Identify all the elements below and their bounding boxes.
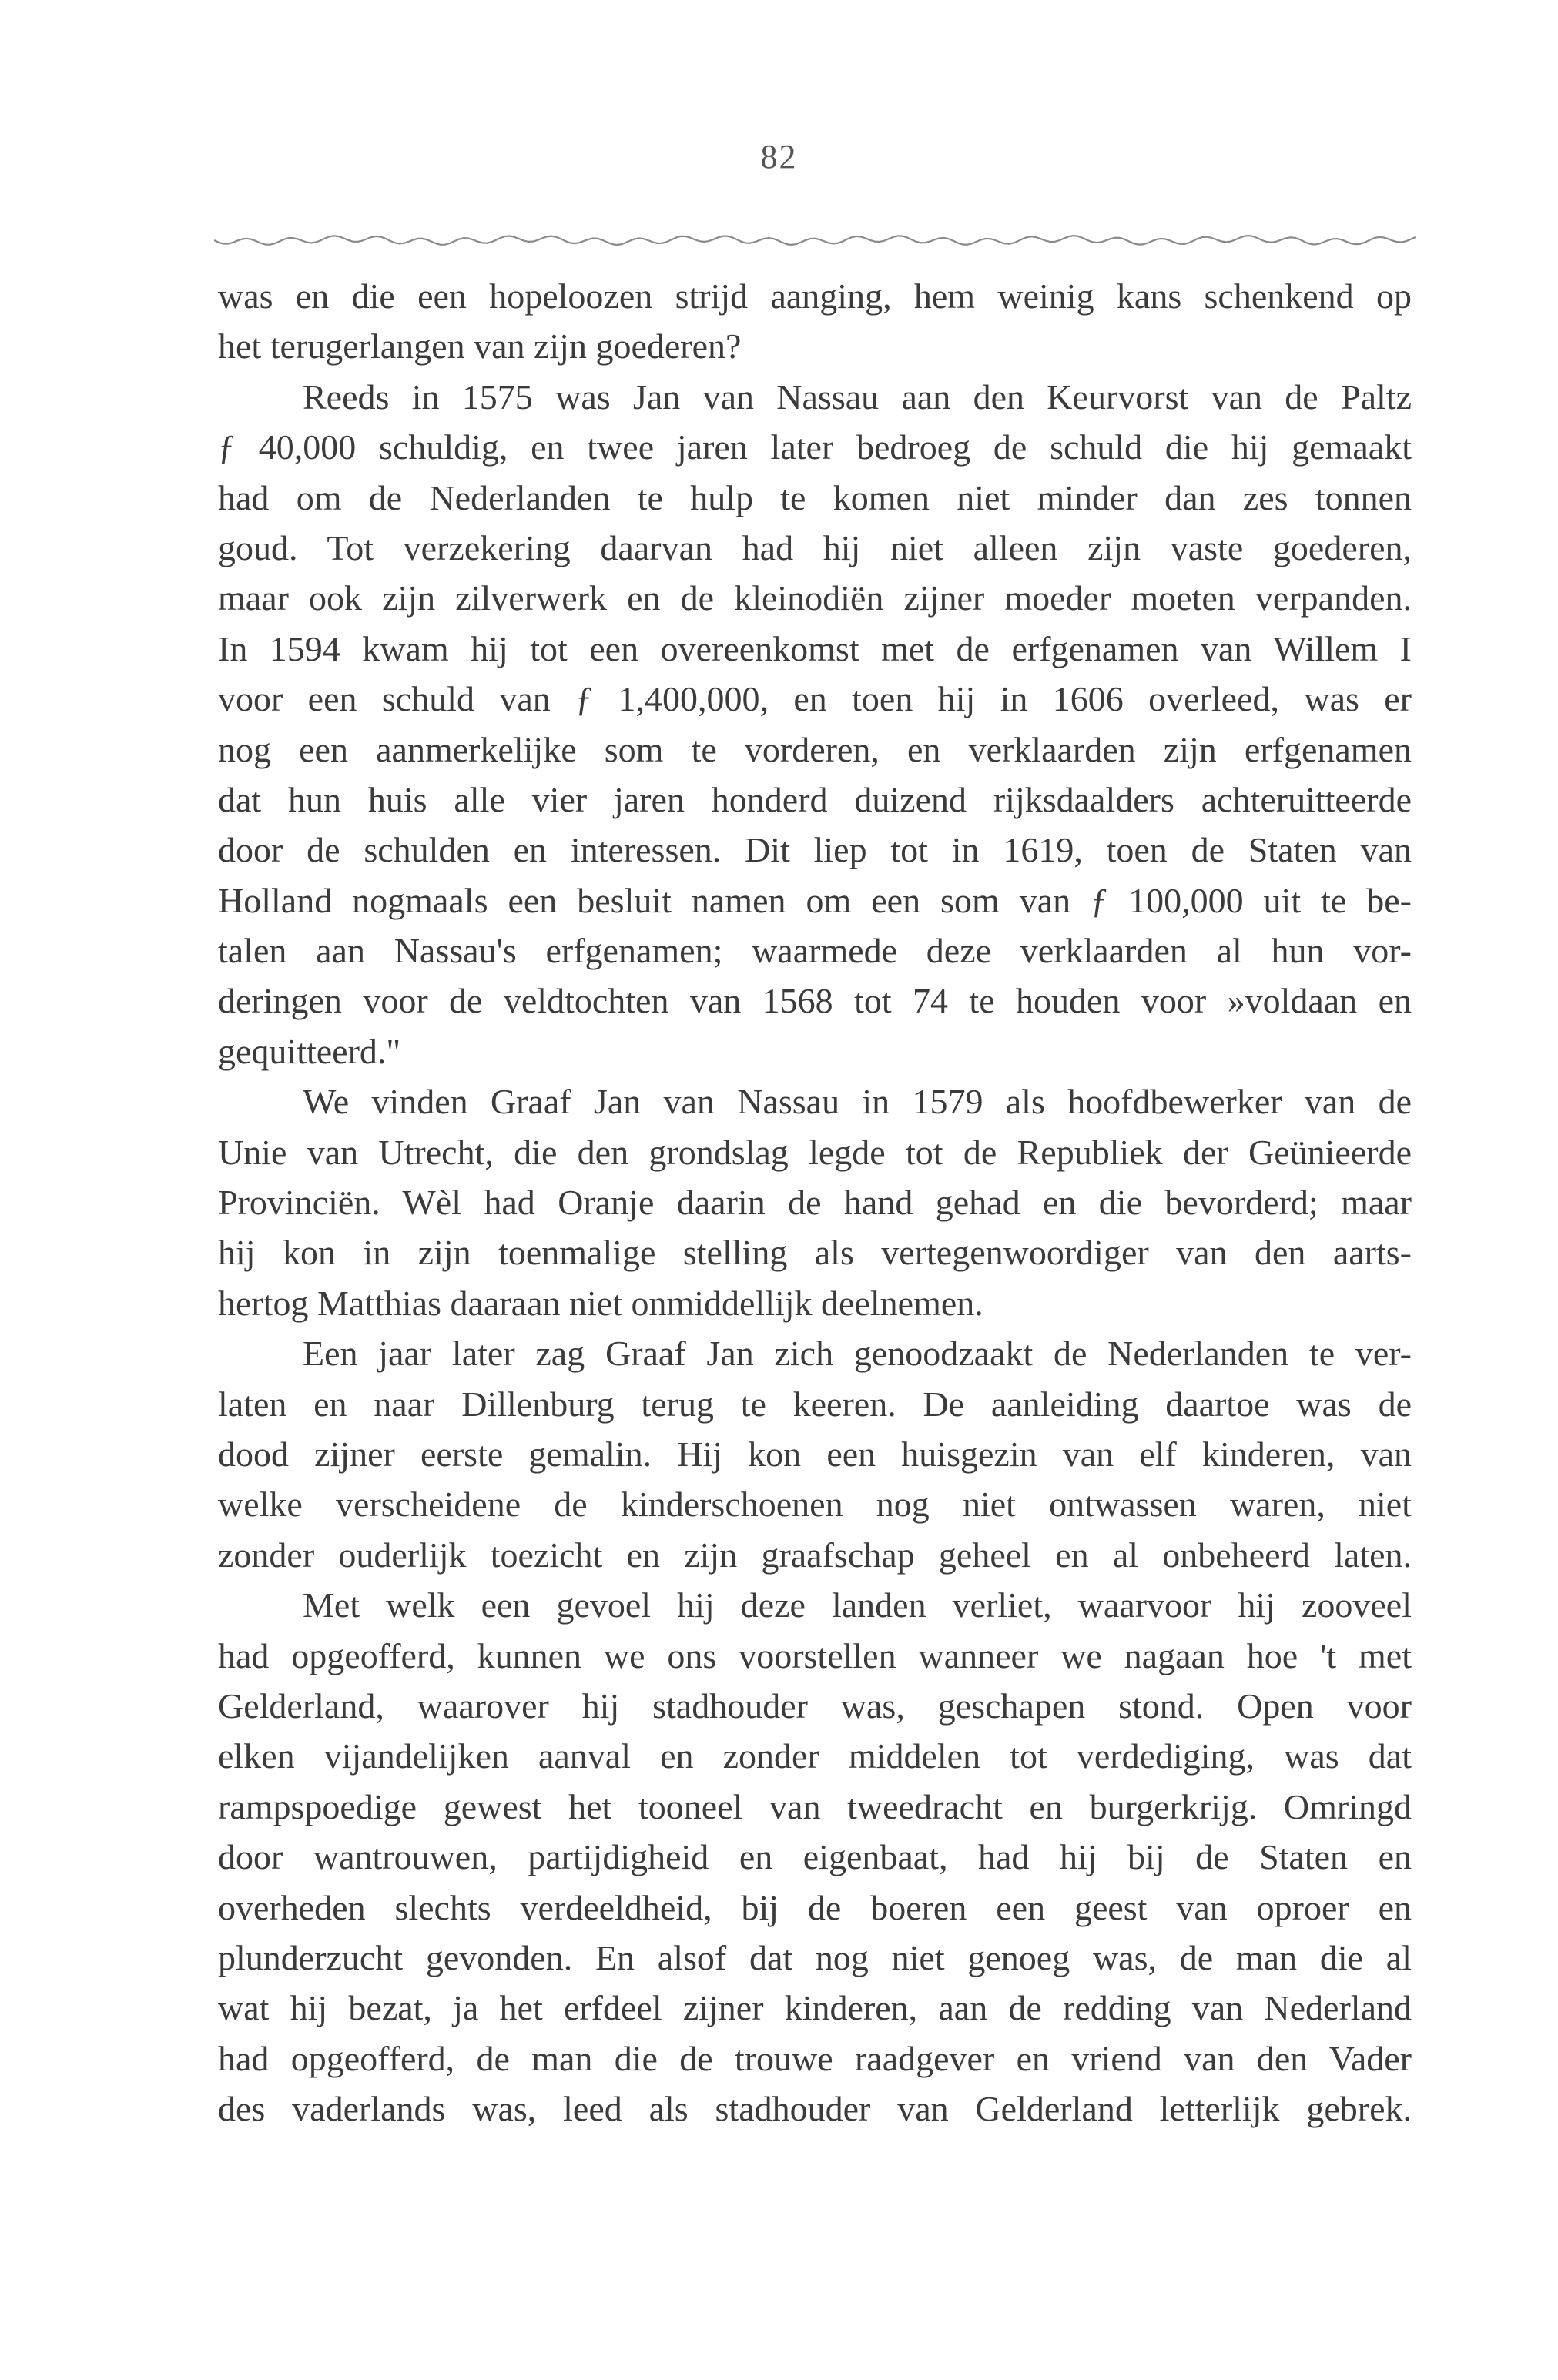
text-line: Unie van Utrecht, die den grondslag legde tot de Republiek der Geünieerde: [218, 1132, 1412, 1172]
text-line: Provinciën. Wèl had Oranje daarin de hand gehad en die bevorderd; maar: [218, 1183, 1412, 1223]
text-line: het terugerlangen van zijn goederen?: [218, 326, 742, 367]
text-line: hertog Matthias daaraan niet onmiddellijk deelnemen.: [218, 1283, 983, 1323]
text-line: overheden slechts verdeeldheid, bij de boeren een geest van oproer en: [218, 1887, 1412, 1927]
text-line: gequitteerd.": [218, 1031, 401, 1071]
text-line: ƒ 40,000 schuldig, en twee jaren later bedroeg de schuld die hij gemaakt: [218, 427, 1412, 467]
text-line: We vinden Graaf Jan van Nassau in 1579 als hoofdbewerker van de: [303, 1082, 1412, 1122]
text-line: deringen voor de veldtochten van 1568 tot 74 te houden voor »voldaan en: [218, 981, 1412, 1021]
text-line: rampspoedige gewest het tooneel van tweedracht en burgerkrijg. Omringd: [218, 1786, 1412, 1826]
text-line: talen aan Nassau's erfgenamen; waarmede deze verklaarden al hun vor-: [218, 931, 1412, 971]
text-line: had opgeofferd, kunnen we ons voorstellen wanneer we nagaan hoe 't met: [218, 1635, 1412, 1675]
text-line: had om de Nederlanden te hulp te komen niet minder dan zes tonnen: [218, 477, 1412, 517]
text-line: welke verscheidene de kinderschoenen nog niet ontwassen waren, niet: [218, 1485, 1412, 1525]
text-line: In 1594 kwam hij tot een overeenkomst met de erfgenamen van Willem I: [218, 628, 1412, 668]
text-line: goud. Tot verzekering daarvan had hij niet alleen zijn vaste goederen,: [218, 527, 1412, 567]
text-line: wat hij bezat, ja het erfdeel zijner kinderen, aan de redding van Nederland: [218, 1988, 1412, 2028]
text-line: laten en naar Dillenburg terug te keeren. De aanleiding daartoe was de: [218, 1384, 1412, 1424]
text-line: Gelderland, waarover hij stadhouder was, geschapen stond. Open voor: [218, 1685, 1412, 1726]
text-line: elken vijandelijken aanval en zonder middelen tot verdediging, was dat: [218, 1736, 1412, 1776]
text-line: was en die een hopeloozen strijd aanging, hem weinig kans schenkend op: [218, 276, 1412, 316]
text-line: dood zijner eerste gemalin. Hij kon een huisgezin van elf kinderen, van: [218, 1434, 1412, 1474]
text-line: had opgeofferd, de man die de trouwe raadgever en vriend van den Vader: [218, 2038, 1412, 2078]
text-line: dat hun huis alle vier jaren honderd duizend rijksdaalders achteruitteerde: [218, 779, 1412, 819]
wavy-header-rule: [214, 231, 1419, 249]
text-line: door wantrouwen, partijdigheid en eigenbaat, had hij bij de Staten en: [218, 1837, 1412, 1877]
body-text: [218, 271, 1412, 2134]
text-line: Holland nogmaals een besluit namen om een som van ƒ 100,000 uit te be-: [218, 880, 1412, 920]
text-line: Een jaar later zag Graaf Jan zich genoodzaakt de Nederlanden te ver-: [303, 1334, 1412, 1374]
text-line: Reeds in 1575 was Jan van Nassau aan den Keurvorst van de Paltz: [303, 377, 1412, 417]
page-number: 82: [760, 138, 798, 176]
text-line: des vaderlands was, leed als stadhouder van Gelderland letterlijk gebrek.: [218, 2089, 1412, 2129]
text-line: nog een aanmerkelijke som te vorderen, en verklaarden zijn erfgenamen: [218, 729, 1412, 769]
text-line: voor een schuld van ƒ 1,400,000, en toen hij in 1606 overleed, was er: [218, 679, 1412, 719]
text-line: maar ook zijn zilverwerk en de kleinodiën zijner moeder moeten verpanden.: [218, 578, 1412, 618]
text-line: zonder ouderlijk toezicht en zijn graafschap geheel en al onbeheerd laten.: [218, 1535, 1412, 1575]
text-line: hij kon in zijn toenmalige stelling als vertegenwoordiger van den aarts-: [218, 1233, 1412, 1273]
text-line: door de schulden en interessen. Dit liep tot in 1619, toen de Staten van: [218, 830, 1412, 870]
text-line: plunderzucht gevonden. En alsof dat nog niet genoeg was, de man die al: [218, 1937, 1412, 1977]
text-line: Met welk een gevoel hij deze landen verliet, waarvoor hij zooveel: [303, 1585, 1412, 1625]
